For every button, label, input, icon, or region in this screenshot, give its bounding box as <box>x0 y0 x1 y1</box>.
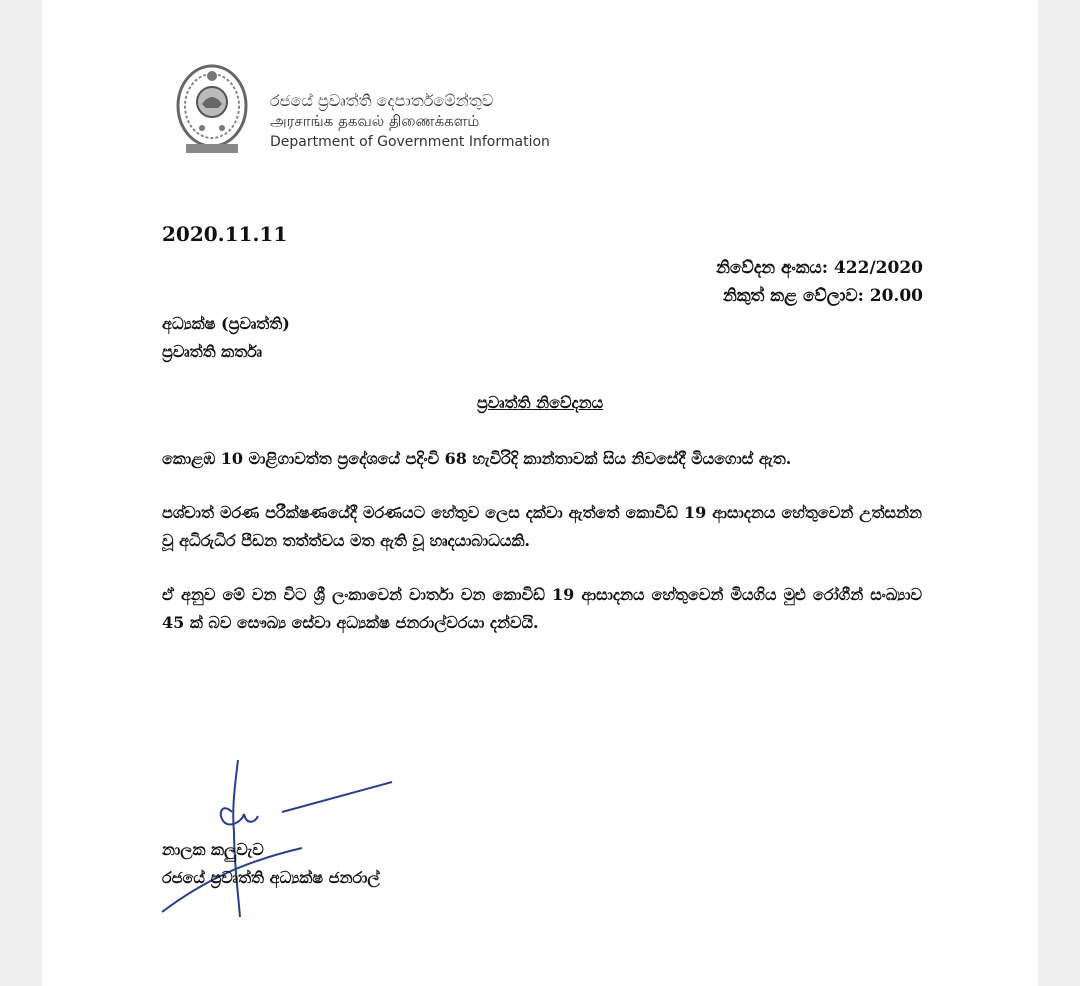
release-number: නිවේදන අංකය: 422/2020 <box>716 258 923 278</box>
org-name-tamil: அரசாங்க தகவல் திணைக்களம் <box>270 112 480 130</box>
paragraph-1: කොළඹ 10 මාළිගාවත්ත ප්‍රදේශයේ පදිංචි 68 හැවිරිදි කාන්තාවක් සිය නිවසේදී මියගොස් ඇත. <box>162 449 792 468</box>
signatory-name: නාලක කලුවැව <box>162 840 264 859</box>
org-name-english: Department of Government Information <box>270 134 550 150</box>
reference-block <box>716 254 923 310</box>
letterhead <box>172 62 572 162</box>
document-date: 2020.11.11 <box>162 222 288 246</box>
paragraph-2: පශ්චාත් මරණ පරීක්ෂණයේදී මරණයට හේතුව ලෙස දක්වා ඇත්තේ කොවිඩ් 19 ආසාදනය හේතුවෙන් උත්සන්න වූ අධිරුධිර පීඩන තත්ත්වය මත ඇති වූ හෘදයාබාධයකි. <box>162 503 922 550</box>
signatory-block <box>162 836 380 892</box>
subject-heading: ප්‍රවෘත්ති නිවේදනය <box>476 393 604 412</box>
organization-name <box>270 90 550 153</box>
body-text <box>162 445 922 663</box>
org-name-sinhala: රජයේ ප්‍රවෘත්ති දෙපාර්තමේන්තුව <box>270 91 494 110</box>
release-time: නිකුත් කළ වේලාව: 20.00 <box>722 286 923 306</box>
sri-lanka-emblem-icon <box>172 62 252 158</box>
signatory-title: රජයේ ප්‍රවෘත්ති අධ්‍යක්ෂ ජනරාල් <box>162 868 380 887</box>
paragraph-3: ඒ අනුව මේ වන විට ශ්‍රී ලංකාවෙන් වාර්තා වන කොවිඩ් 19 ආසාදනය හේතුවෙන් මියගිය මුළු රෝගීන් සංඛ්‍යාව 45 ක් බව සෞඛ්‍ය සේවා අධ්‍යක්ෂ ජනරාල්වරයා දන්වයි. <box>162 585 922 632</box>
recipient-line-1: අධ්‍යක්ෂ (ප්‍රවෘත්ති) <box>162 314 290 333</box>
document-page <box>42 0 1038 986</box>
recipient-line-2: ප්‍රවෘත්ති කර්තෘ <box>162 342 263 361</box>
recipient-block <box>162 310 290 366</box>
